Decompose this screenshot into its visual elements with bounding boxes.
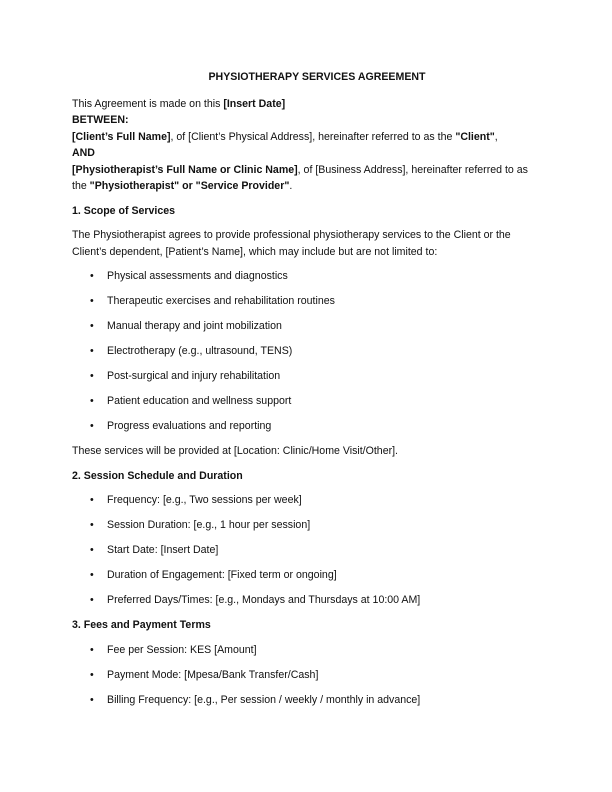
list-item-text: Patient education and wellness support (107, 395, 292, 407)
bullet-icon: • (90, 295, 94, 307)
section-1-paragraph: The Physiotherapist agrees to provide professional physiotherapy services to the Client or the Client’s dependent, [Patient’s Name], which may include but are not limited to: (72, 229, 511, 258)
bullet-icon: • (90, 370, 94, 382)
list-item (72, 542, 542, 559)
list-item-text: Frequency: [e.g., Two sessions per week] (107, 494, 302, 506)
between-label (72, 112, 542, 129)
section-2-list (72, 492, 542, 609)
bullet-icon: • (90, 519, 94, 531)
section-2-heading: 2. Session Schedule and Duration (72, 469, 243, 482)
physio-address-text: , of [Business Address], hereinafter referred to as the (72, 163, 528, 192)
and-text: AND (72, 147, 95, 159)
physio-line-end: . (289, 180, 293, 192)
section-3-heading: 3. Fees and Payment Terms (72, 619, 211, 631)
list-item (72, 293, 542, 310)
section-3-list (72, 642, 542, 709)
physio-name-placeholder: [Physiotherapist’s Full Name or Clinic Name] (72, 163, 298, 176)
list-item-text: Start Date: [Insert Date] (107, 544, 219, 556)
list-item-text: Preferred Days/Times: [e.g., Mondays and Thursdays at 10:00 AM] (107, 594, 421, 606)
service-location-line: These services will be provided at [Location: Clinic/Home Visit/Other]. (72, 445, 398, 457)
list-item (72, 393, 542, 410)
bullet-icon: • (90, 395, 94, 407)
client-label: "Client" (455, 130, 495, 143)
list-item-text: Session Duration: [e.g., 1 hour per session] (107, 519, 311, 531)
list-item (72, 592, 542, 609)
bullet-icon: • (90, 345, 94, 357)
physio-party-line (72, 162, 542, 195)
date-line-prefix: This Agreement is made on this (72, 97, 224, 110)
bullet-icon: • (90, 693, 94, 706)
list-item (72, 343, 542, 360)
list-item-text: Fee per Session: KES [Amount] (107, 643, 257, 656)
bullet-icon: • (90, 594, 94, 606)
between-text: BETWEEN: (72, 114, 129, 126)
client-line-end: , (494, 130, 498, 143)
list-item (72, 418, 542, 435)
physio-label: "Physiotherapist" or "Service Provider" (89, 180, 290, 192)
list-item-text: Payment Mode: [Mpesa/Bank Transfer/Cash] (107, 668, 319, 681)
bullet-icon: • (90, 643, 94, 656)
bullet-icon: • (90, 569, 94, 581)
client-name-placeholder: [Client’s Full Name] (72, 130, 171, 143)
list-item (72, 268, 542, 285)
list-item-text: Physical assessments and diagnostics (107, 270, 288, 282)
client-address-text: , of [Client’s Physical Address], hereinafter referred to as the (170, 130, 456, 143)
document-title: PHYSIOTHERAPY SERVICES AGREEMENT (208, 71, 426, 83)
list-item-text: Manual therapy and joint mobilization (107, 320, 282, 332)
bullet-icon: • (90, 544, 94, 556)
list-item (72, 692, 542, 709)
list-item-text: Electrotherapy (e.g., ultrasound, TENS) (107, 345, 293, 357)
client-party-line (72, 129, 542, 146)
bullet-icon: • (90, 668, 94, 681)
list-item (72, 642, 542, 659)
bullet-icon: • (90, 320, 94, 332)
and-label (72, 145, 542, 162)
section-1-heading: 1. Scope of Services (72, 204, 176, 217)
list-item (72, 667, 542, 684)
list-item-text: Therapeutic exercises and rehabilitation routines (107, 295, 335, 307)
list-item-text: Post-surgical and injury rehabilitation (107, 370, 281, 382)
section-1-list (72, 268, 542, 435)
bullet-icon: • (90, 270, 94, 282)
list-item (72, 517, 542, 534)
list-item (72, 318, 542, 335)
bullet-icon: • (90, 420, 94, 432)
bullet-icon: • (90, 494, 94, 506)
list-item-text: Billing Frequency: [e.g., Per session / weekly / monthly in advance] (107, 693, 421, 706)
list-item (72, 368, 542, 385)
document-body (72, 69, 542, 717)
list-item-text: Progress evaluations and reporting (107, 420, 272, 432)
list-item-text: Duration of Engagement: [Fixed term or ongoing] (107, 569, 337, 581)
agreement-date-line (72, 96, 542, 113)
date-placeholder: [Insert Date] (223, 97, 286, 110)
list-item (72, 567, 542, 584)
list-item (72, 492, 542, 509)
